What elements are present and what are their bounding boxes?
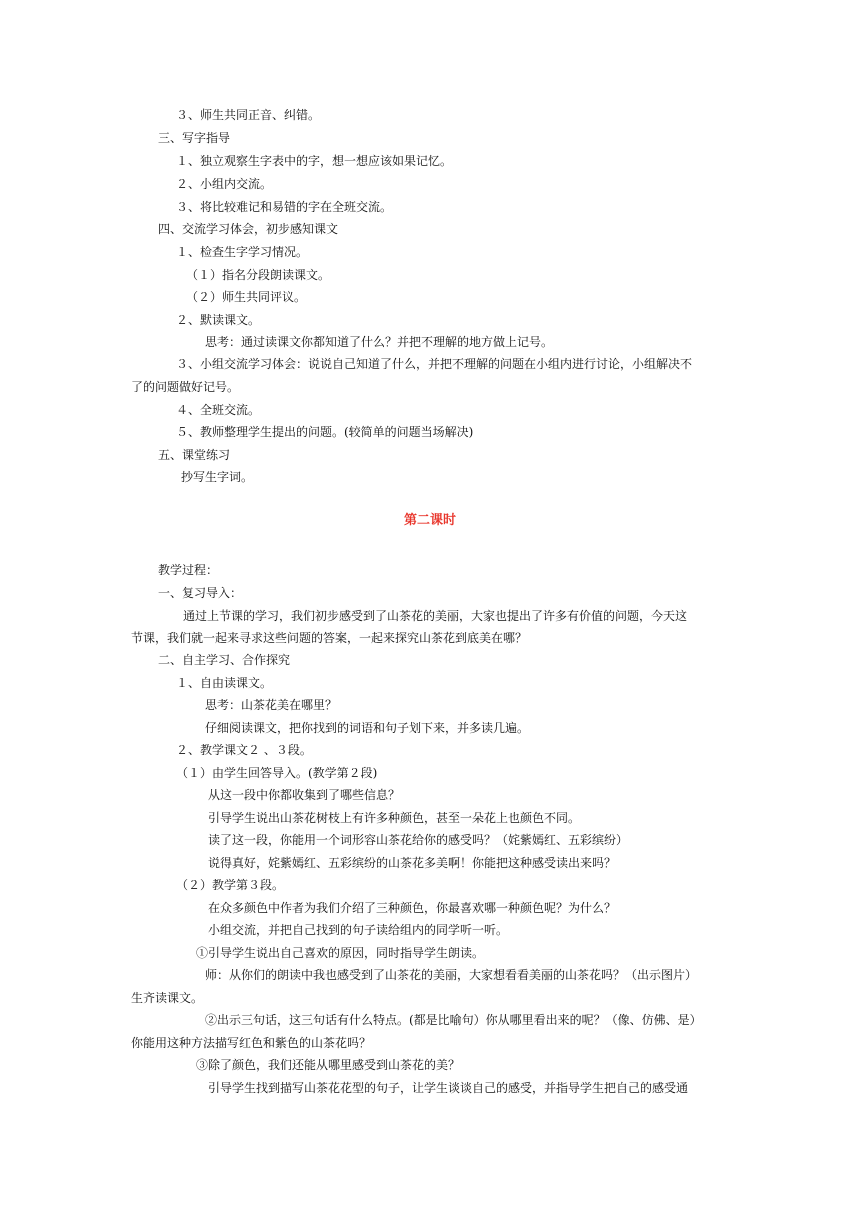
text-line: 在众多颜色中作者为我们介绍了三种颜色，你最喜欢哪一种颜色呢？为什么？ <box>208 901 617 915</box>
text-line: ①引导学生说出自己喜欢的原因，同时指导学生朗读。 <box>196 946 485 960</box>
text-line: １、自由读课文。 <box>176 676 273 690</box>
text-line: 生齐读课文。 <box>131 991 204 1005</box>
text-line: １、检查生字学习情况。 <box>176 245 309 259</box>
text-line: ５、教师整理学生提出的问题。(较简单的问题当场解决) <box>176 425 474 439</box>
text-line: 抄写生字词。 <box>181 470 254 484</box>
text-line: 你能用这种方法描写红色和紫色的山茶花吗？ <box>131 1036 372 1050</box>
text-line: 说得真好，姹紫嫣红、五彩缤纷的山茶花多美啊！你能把这种感受读出来吗？ <box>208 856 617 870</box>
text-line: 了的问题做好记号。 <box>131 380 240 394</box>
section-heading: 四、交流学习体会，初步感知课文 <box>158 222 339 236</box>
text-line: （１）指名分段朗读课文。 <box>186 268 331 282</box>
text-line: １、独立观察生字表中的字，想一想应该如果记忆。 <box>176 154 453 168</box>
text-line: ４、全班交流。 <box>176 403 261 417</box>
section-heading: 二、自主学习、合作探究 <box>158 653 291 667</box>
section-heading: 一、复习导入： <box>158 586 243 600</box>
text-line: 师：从你们的朗读中我也感受到了山茶花的美丽，大家想看看美丽的山茶花吗？（出示图片） <box>205 968 698 982</box>
text-line: 引导学生说出山茶花树枝上有许多种颜色，甚至一朵花上也颜色不同。 <box>208 811 581 825</box>
section-heading: 三、写字指导 <box>158 131 231 145</box>
text-line: 引导学生找到描写山茶花花型的句子，让学生谈谈自己的感受，并指导学生把自己的感受通 <box>208 1081 689 1095</box>
text-line: 思考：山茶花美在哪里？ <box>205 698 338 712</box>
text-line: 小组交流，并把自己找到的句子读给组内的同学听一听。 <box>208 923 509 937</box>
lesson-title: 第二课时 <box>403 513 456 528</box>
text-line: ③除了颜色，我们还能从哪里感受到山茶花的美？ <box>196 1058 461 1072</box>
text-line: ２、教学课文２ 、３段。 <box>176 743 312 757</box>
section-heading: 五、课堂练习 <box>158 448 231 462</box>
text-line: ２、默读课文。 <box>176 313 261 327</box>
text-line: ３、将比较难记和易错的字在全班交流。 <box>176 200 393 214</box>
text-line: （１）由学生回答导入。(教学第２段) <box>176 766 378 780</box>
text-line: 通过上节课的学习，我们初步感受到了山茶花的美丽，大家也提出了许多有价值的问题，今天这 <box>183 609 688 623</box>
text-line: ３、师生共同正音、纠错。 <box>176 108 321 122</box>
text-line: 节课，我们就一起来寻求这些问题的答案，一起来探究山茶花到底美在哪？ <box>131 631 528 645</box>
text-line: （２）师生共同评议。 <box>186 290 307 304</box>
text-line: （２）教学第３段。 <box>176 878 285 892</box>
text-line: ２、小组内交流。 <box>176 177 273 191</box>
text-line: 从这一段中你都收集到了哪些信息？ <box>208 788 401 802</box>
text-line: 教学过程： <box>158 563 219 577</box>
text-line: 思考：通过读课文你都知道了什么？并把不理解的地方做上记号。 <box>205 335 554 349</box>
text-line: ３、小组交流学习体会：说说自己知道了什么，并把不理解的问题在小组内进行讨论，小组解决不 <box>176 357 693 371</box>
text-line: 读了这一段，你能用一个词形容山茶花给你的感受吗？（姹紫嫣红、五彩缤纷） <box>208 833 629 847</box>
text-line: ②出示三句话，这三句话有什么特点。(都是比喻句）你从哪里看出来的呢？（像、仿佛、是） <box>205 1013 702 1027</box>
text-line: 仔细阅读课文，把你找到的词语和句子划下来，并多读几遍。 <box>205 721 530 735</box>
